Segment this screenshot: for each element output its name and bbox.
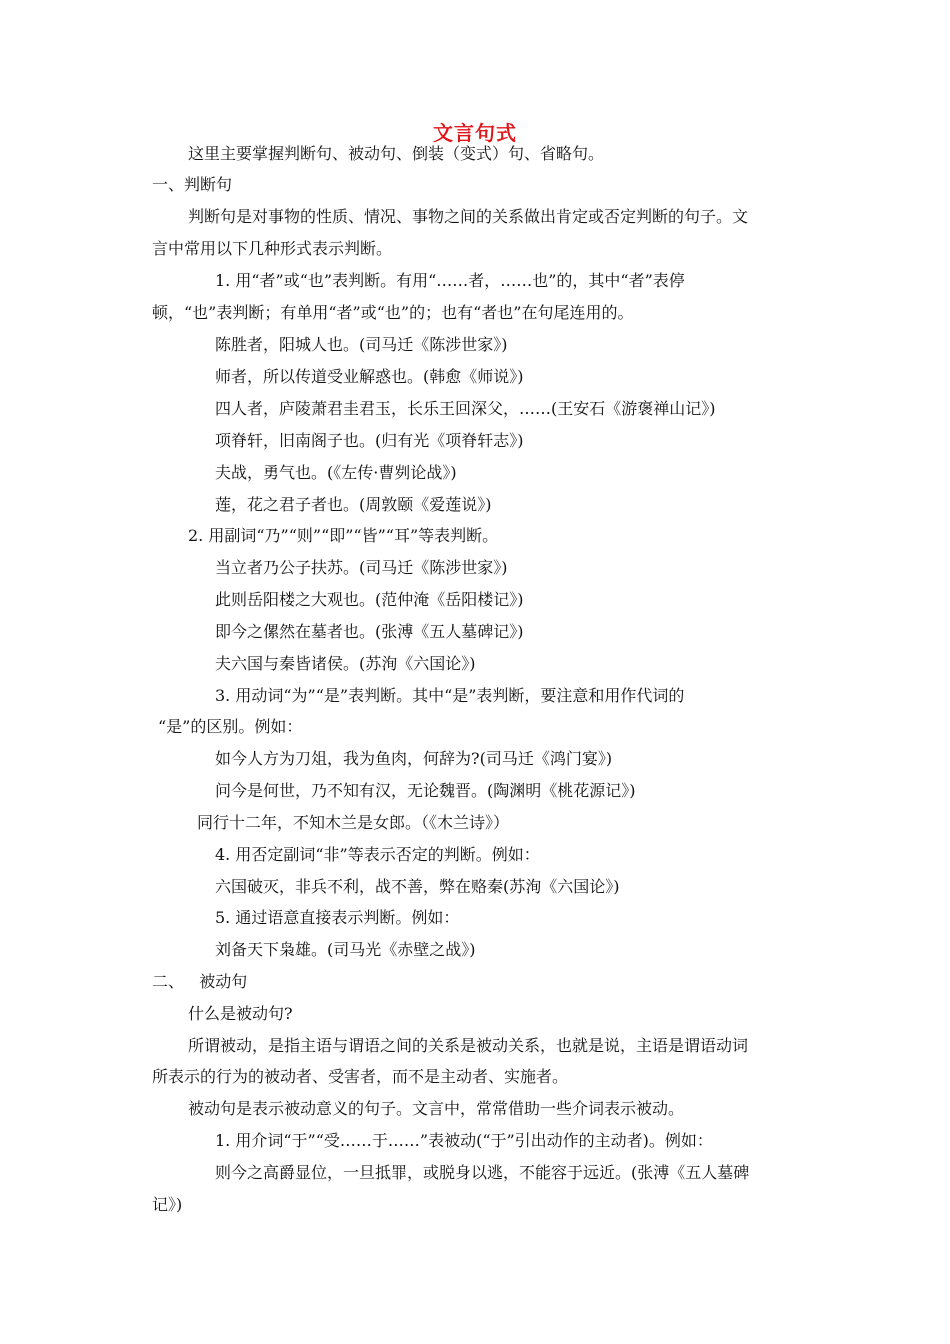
example-line: 四人者，庐陵萧君圭君玉，长乐王回深父，……(王安石《游褒禅山记》) (215, 399, 716, 418)
example-line: 此则岳阳楼之大观也。(范仲淹《岳阳楼记》) (215, 590, 524, 609)
example-line: 夫六国与秦皆诸侯。(苏洵《六国论》) (215, 654, 476, 673)
example-line: 则今之高爵显位，一旦抵罪，或脱身以逃，不能容于远近。(张溥《五人墓碑 (215, 1163, 750, 1182)
intro-text: 这里主要掌握判断句、被动句、倒装（变式）句、省略句。 (188, 144, 605, 163)
rule-3-line: “是”的区别。例如： (158, 717, 303, 736)
rule-1-line: 1. 用“者”或“也”表判断。有用“……者，……也”的，其中“者”表停 (215, 271, 685, 290)
rule-3-line: 3. 用动词“为”“是”表判断。其中“是”表判断，要注意和用作代词的 (215, 686, 685, 705)
example-line: 刘备天下枭雄。(司马光《赤壁之战》) (215, 940, 476, 959)
paragraph-line: 被动句是表示被动意义的句子。文言中，常常借助一些介词表示被动。 (188, 1099, 685, 1118)
page-title: 文言句式 (433, 121, 517, 145)
example-line: 当立者乃公子扶苏。(司马迁《陈涉世家》) (215, 558, 508, 577)
example-line: 如今人方为刀俎，我为鱼肉，何辞为?(司马迁《鸿门宴》) (215, 749, 613, 768)
rule-1-line: 顿，“也”表判断；有单用“者”或“也”的；也有“者也”在句尾连用的。 (152, 303, 634, 322)
rule-5-line: 5. 通过语意直接表示判断。例如： (215, 908, 460, 927)
paragraph-line: 所表示的行为的被动者、受害者，而不是主动者、实施者。 (152, 1067, 569, 1086)
paragraph-line: 言中常用以下几种形式表示判断。 (152, 239, 393, 258)
example-line: 即今之傫然在墓者也。(张溥《五人墓碑记》) (215, 622, 524, 641)
paragraph-line: 判断句是对事物的性质、情况、事物之间的关系做出肯定或否定判断的句子。文 (188, 207, 749, 226)
example-line: 陈胜者，阳城人也。(司马迁《陈涉世家》) (215, 335, 508, 354)
example-line: 问今是何世，乃不知有汉，无论魏晋。(陶渊明《桃花源记》) (215, 781, 636, 800)
rule-2-line: 2. 用副词“乃”“则”“即”“皆”“耳”等表判断。 (188, 526, 499, 545)
example-line: 师者，所以传道受业解惑也。(韩愈《师说》) (215, 367, 524, 386)
question-line: 什么是被动句? (188, 1004, 293, 1023)
example-line: 六国破灭，非兵不利，战不善，弊在赂秦(苏洵《六国论》) (215, 877, 620, 896)
rule-passive-1-line: 1. 用介词“于”“受……于……”表被动(“于”引出动作的主动者)。例如： (215, 1131, 713, 1150)
example-line: 莲，花之君子者也。(周敦颐《爱莲说》) (215, 495, 492, 514)
section-heading-passive: 二、 被动句 (152, 972, 248, 991)
section-heading-judgment: 一、判断句 (152, 175, 233, 194)
paragraph-line: 所谓被动，是指主语与谓语之间的关系是被动关系，也就是说，主语是谓语动词 (188, 1036, 749, 1055)
rule-4-line: 4. 用否定副词“非”等表示否定的判断。例如： (215, 845, 540, 864)
example-line: 项脊轩，旧南阁子也。(归有光《项脊轩志》) (215, 431, 524, 450)
example-line: 同行十二年，不知木兰是女郎。（《木兰诗》） (197, 813, 510, 832)
example-line: 记》) (152, 1195, 183, 1214)
example-line: 夫战，勇气也。(《左传·曹刿论战》) (215, 463, 457, 482)
